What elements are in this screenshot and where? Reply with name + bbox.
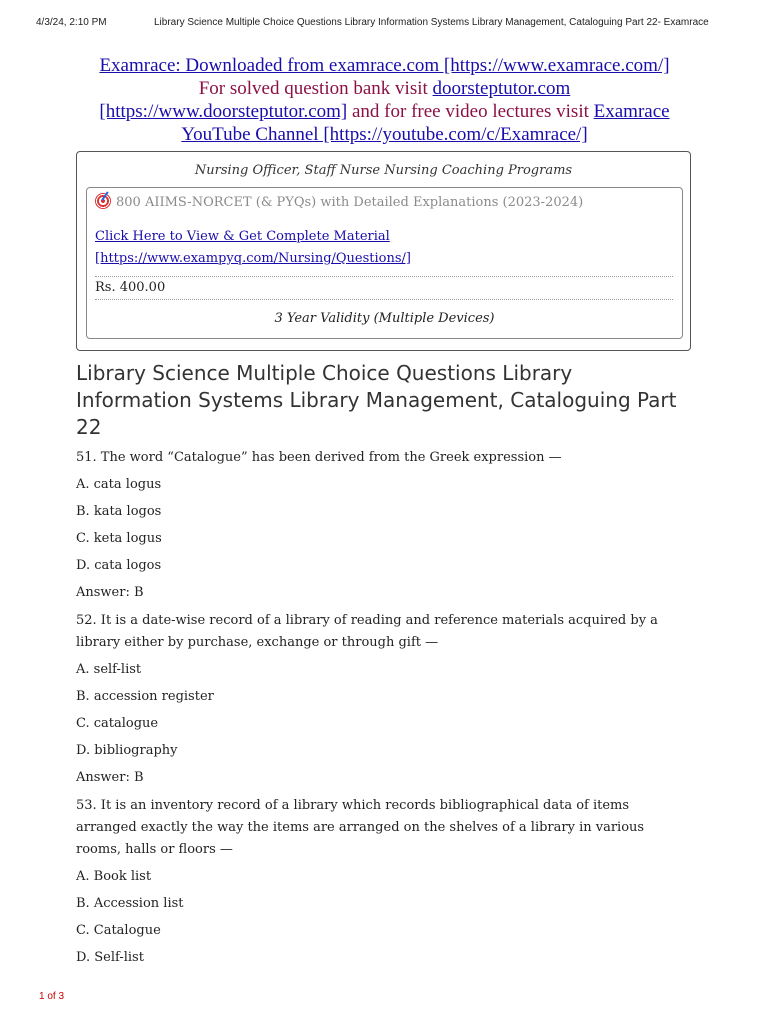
course-title — [95, 193, 583, 210]
divider — [95, 276, 673, 277]
banner-text-2: and for free video lectures visit — [347, 101, 594, 122]
banner-text: For solved question bank visit — [198, 78, 433, 99]
promo-card — [86, 187, 683, 339]
examrace-youtube-link[interactable]: Examrace — [593, 101, 670, 122]
doorsteptutor-link[interactable]: doorsteptutor.com — [432, 78, 571, 99]
option: B. Accession list — [76, 896, 184, 911]
option: B. kata logos — [76, 504, 162, 519]
print-page-title: Library Science Multiple Choice Questions Library Information Systems Library Management, Cataloguing Part 22- Examrace — [154, 17, 709, 28]
option: C. keta logus — [76, 531, 162, 546]
promo-heading: Nursing Officer, Staff Nurse Nursing Coaching Programs — [194, 163, 573, 178]
divider — [95, 299, 673, 300]
question-52 — [76, 610, 692, 789]
material-link[interactable] — [95, 226, 411, 270]
question-text: 51. The word “Catalogue” has been derived from the Greek expression — — [76, 450, 562, 465]
option: D. cata logos — [76, 558, 162, 573]
question-53 — [76, 795, 692, 969]
option: D. Self-list — [76, 950, 144, 965]
page-counter: 1 of 3 — [39, 991, 65, 1002]
print-timestamp: 4/3/24, 2:10 PM — [36, 17, 107, 28]
option: A. cata logus — [76, 477, 162, 492]
material-link-line2[interactable]: [https://www.exampyq.com/Nursing/Questions/] — [95, 251, 411, 266]
promo-box — [76, 151, 691, 351]
main-content — [76, 360, 692, 969]
option: D. bibliography — [76, 743, 178, 758]
question-text: 52. It is a date-wise record of a library of reading and reference materials acquired by a library either by purchase, exchange or through gift — — [76, 613, 658, 650]
course-title-text: 800 AIIMS-NORCET (& PYQs) with Detailed Explanations (2023-2024) — [116, 195, 584, 210]
option: B. accession register — [76, 689, 214, 704]
examrace-link[interactable]: Examrace: Downloaded from examrace.com [https://www.examrace.com/] — [99, 55, 670, 76]
answer: Answer: B — [76, 770, 144, 785]
doorsteptutor-url-link[interactable]: [https://www.doorsteptutor.com] — [99, 101, 348, 122]
option: C. Catalogue — [76, 923, 161, 938]
page-title: Library Science Multiple Choice Questions Library Information Systems Library Management, Cataloguing Part 22 — [76, 361, 677, 439]
target-icon — [95, 193, 111, 209]
download-banner — [76, 54, 693, 146]
question-51 — [76, 447, 692, 604]
question-text: 53. It is an inventory record of a library which records bibliographical data of items arranged exactly the way the items are arranged on the shelves of a library in various rooms, halls or floors — — [76, 798, 645, 857]
answer: Answer: B — [76, 585, 144, 600]
price: Rs. 400.00 — [95, 280, 166, 295]
validity-note: 3 Year Validity (Multiple Devices) — [274, 311, 495, 326]
youtube-channel-link[interactable]: YouTube Channel [https://youtube.com/c/Examrace/] — [181, 124, 588, 145]
material-link-line1[interactable]: Click Here to View & Get Complete Material — [95, 229, 390, 244]
print-header — [0, 13, 768, 31]
option: A. Book list — [76, 869, 152, 884]
option: C. catalogue — [76, 716, 159, 731]
option: A. self-list — [76, 662, 142, 677]
